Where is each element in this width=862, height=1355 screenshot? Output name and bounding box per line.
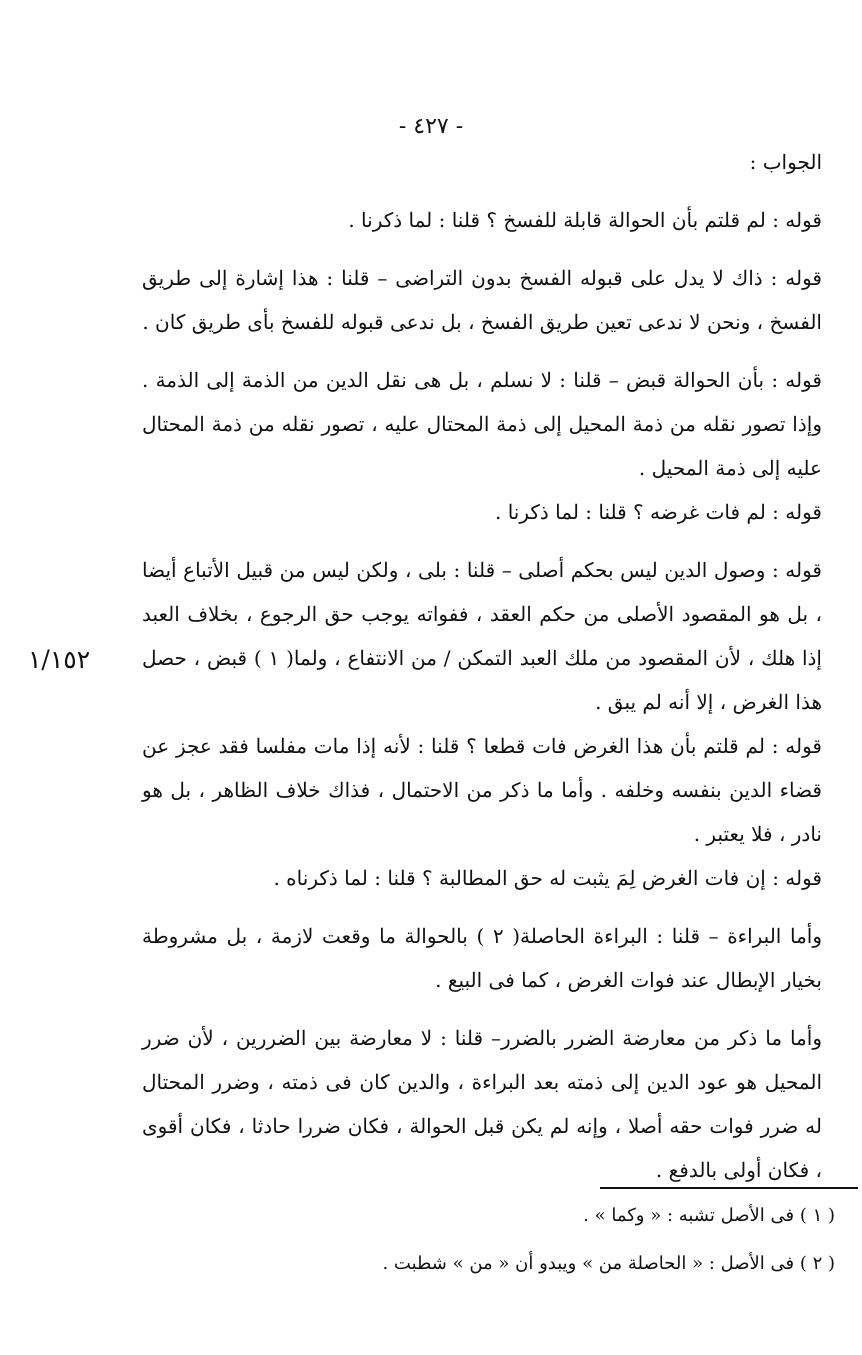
paragraph: قوله : بأن الحوالة قبض – قلنا : لا نسلم ، بل هى نقل الدين من الذمة إلى الذمة . وإذا تصور نقله من ذمة المحيل إلى ذمة المحتال عليه ، تصور نقله من ذمة المحتال عليه إلى ذمة المحيل . — [142, 368, 822, 480]
footnote: ( ٢ ) فى الأصل : « الحاصلة من » ويبدو أن « من » شطبت . — [382, 1253, 835, 1274]
paragraph: قوله : وصول الدين ليس بحكم أصلى – قلنا : بلى ، ولكن ليس من قبيل الأتباع أيضا ، بل هو المقصود الأصلى من حكم العقد ، ففواته يوجب حق الرجوع ، بخلاف العبد إذا هلك ، لأن المقصود من ملك العبد التمكن / من الانتفاع ، ولما( ١ ) قبض ، حصل هذا الغرض ، إلا أنه لم يبق . — [142, 558, 822, 714]
margin-folio-reference: ١/١٥٢ — [28, 645, 91, 674]
footnote: ( ١ ) فى الأصل تشبه : « وكما » . — [583, 1205, 835, 1226]
paragraph: قوله : لم قلتم بأن الحوالة قابلة للفسخ ؟ قلنا : لما ذكرنا . — [348, 208, 822, 232]
main-text — [142, 140, 822, 1192]
paragraph: قوله : ذاك لا يدل على قبوله الفسخ بدون التراضى – قلنا : هذا إشارة إلى طريق الفسخ ، ونحن لا ندعى تعين طريق الفسخ ، بل ندعى قبوله للفسخ بأى طريق كان . — [142, 266, 822, 334]
paragraph: قوله : إن فات الغرض لِمَ يثبت له حق المطالبة ؟ قلنا : لما ذكرناه . — [273, 866, 822, 890]
footnotes — [320, 1192, 835, 1288]
page-number: - ٤٢٧ - — [398, 114, 464, 139]
paragraph: وأما ما ذكر من معارضة الضرر بالضرر– قلنا : لا معارضة بين الضررين ، لأن ضرر المحيل هو عود الدين إلى ذمته بعد البراءة ، والدين كان فى ذمته ، وضرر المحتال له ضرر فوات حقه أصلا ، وإنه لم يكن قبل الحوالة ، فكان ضررا حادثا ، فكان أقوى ، فكان أولى بالدفع . — [142, 1026, 822, 1182]
footnote-divider — [600, 1187, 858, 1189]
paragraph: قوله : لم فات غرضه ؟ قلنا : لما ذكرنا . — [494, 500, 822, 524]
paragraph: قوله : لم قلتم بأن هذا الغرض فات قطعا ؟ قلنا : لأنه إذا مات مفلسا فقد عجز عن قضاء الدين بنفسه وخلفه . وأما ما ذكر من الاحتمال ، فذاك خلاف الظاهر ، بل هو نادر ، فلا يعتبر . — [142, 734, 822, 846]
heading-answer: الجواب : — [749, 150, 822, 174]
paragraph: وأما البراءة – قلنا : البراءة الحاصلة( ٢ ) بالحوالة ما وقعت لازمة ، بل مشروطة بخيار الإبطال عند فوات الغرض ، كما فى البيع . — [142, 924, 822, 992]
